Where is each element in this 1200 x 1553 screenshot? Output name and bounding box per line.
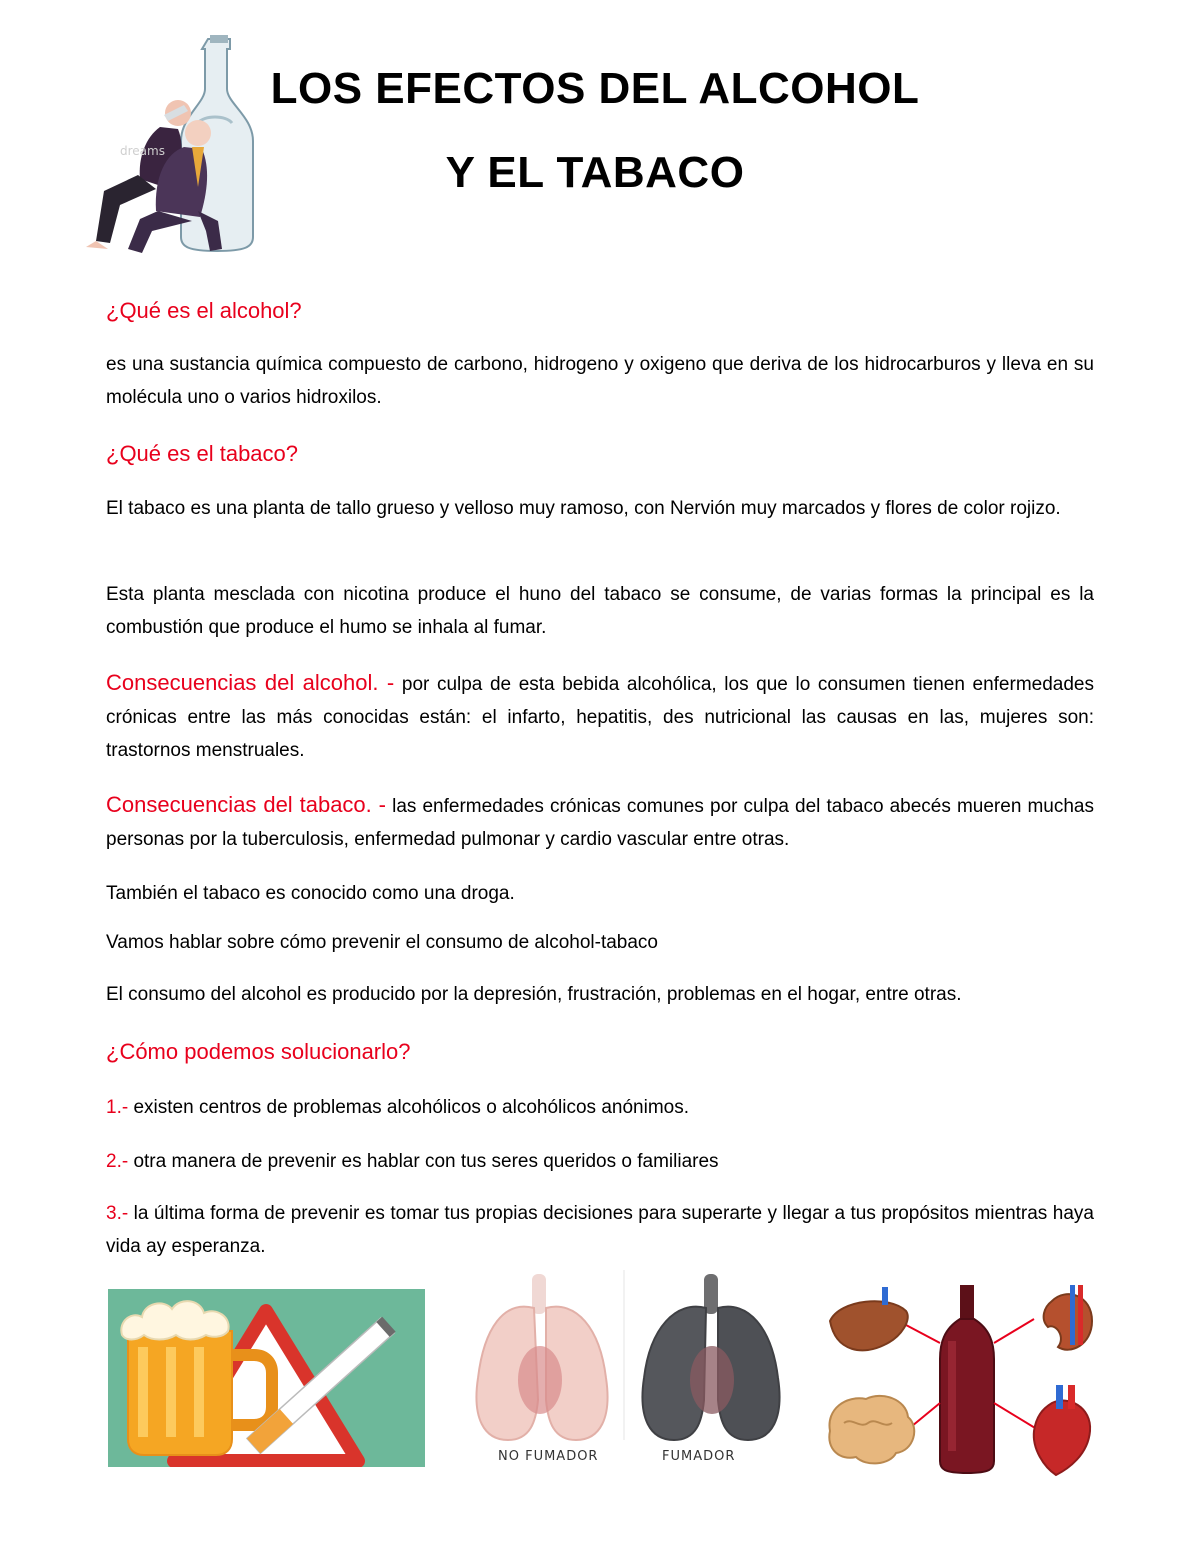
tobacco-consequences-label: Consecuencias del tabaco. -: [106, 792, 387, 817]
alcohol-definition: es una sustancia química compuesto de carbono, hidrogeno y oxigeno que deriva de los hidrocarburos y lleva en su molécula uno o varios hidroxilos.: [106, 354, 1094, 408]
solution-item: [106, 1197, 1094, 1263]
lungs-comparison-image: [464, 1268, 786, 1480]
solution-item: [106, 1145, 1094, 1178]
heading-what-is-tobacco: ¿Qué es el tabaco?: [106, 441, 299, 466]
tobacco-definition-2: Esta planta mesclada con nicotina produce el huno del tabaco se consume, de varias formas la principal es la combustión que produce el humo se inhala al fumar.: [106, 584, 1094, 638]
solution-number: 2.-: [106, 1151, 129, 1172]
non-smoker-label: NO FUMADOR: [498, 1449, 599, 1464]
smoker-label: FUMADOR: [662, 1449, 736, 1464]
solution-number: 1.-: [106, 1097, 129, 1118]
alcohol-consequences: [106, 666, 1094, 767]
title-line-2: Y EL TABACO: [445, 148, 745, 197]
alcohol-consequences-text: por culpa de esta bebida alcohólica, los que lo consumen tienen enfermedades crónicas entre las más conocidas están: el infarto, hepatitis, des nutricional las causas en las, mujeres son: trastornos menstruales.: [106, 674, 1094, 761]
title-line-1: LOS EFECTOS DEL ALCOHOL: [270, 64, 920, 113]
watermark-text: dreams: [120, 144, 165, 158]
beer-cigarette-warning-image: [108, 1289, 425, 1467]
alcohol-consequences-label: Consecuencias del alcohol. -: [106, 670, 395, 695]
alcohol-organs-image: [822, 1281, 1122, 1477]
heading-how-to-solve: ¿Cómo podemos solucionarlo?: [106, 1039, 411, 1064]
solution-text: la última forma de prevenir es tomar tus propias decisiones para superarte y llegar a tus propósitos mientras haya vida ay esperanza.: [106, 1203, 1094, 1257]
tobacco-definition-1: El tabaco es una planta de tallo grueso y velloso muy ramoso, con Nervión muy marcados y flores de color rojizo.: [106, 498, 1061, 519]
heading-what-is-alcohol: ¿Qué es el alcohol?: [106, 298, 302, 323]
solution-text: existen centros de problemas alcohólicos o alcohólicos anónimos.: [128, 1097, 689, 1118]
solution-item: [106, 1091, 1094, 1124]
solution-number: 3.-: [106, 1203, 129, 1224]
tobacco-consequences-text: las enfermedades crónicas comunes por culpa del tabaco abecés mueren muchas personas por la tuberculosis, enfermedad pulmonar y cardio vascular entre otras.: [106, 796, 1094, 850]
tobacco-consequences: [106, 788, 1094, 856]
solution-text: otra manera de prevenir es hablar con tus seres queridos o familiares: [128, 1151, 719, 1172]
prevention-intro: Vamos hablar sobre cómo prevenir el consumo de alcohol-tabaco: [106, 932, 659, 953]
tobacco-drug-note: También el tabaco es conocido como una droga.: [106, 883, 515, 904]
alcohol-causes: El consumo del alcohol es producido por la depresión, frustración, problemas en el hogar, entre otras.: [106, 984, 962, 1005]
